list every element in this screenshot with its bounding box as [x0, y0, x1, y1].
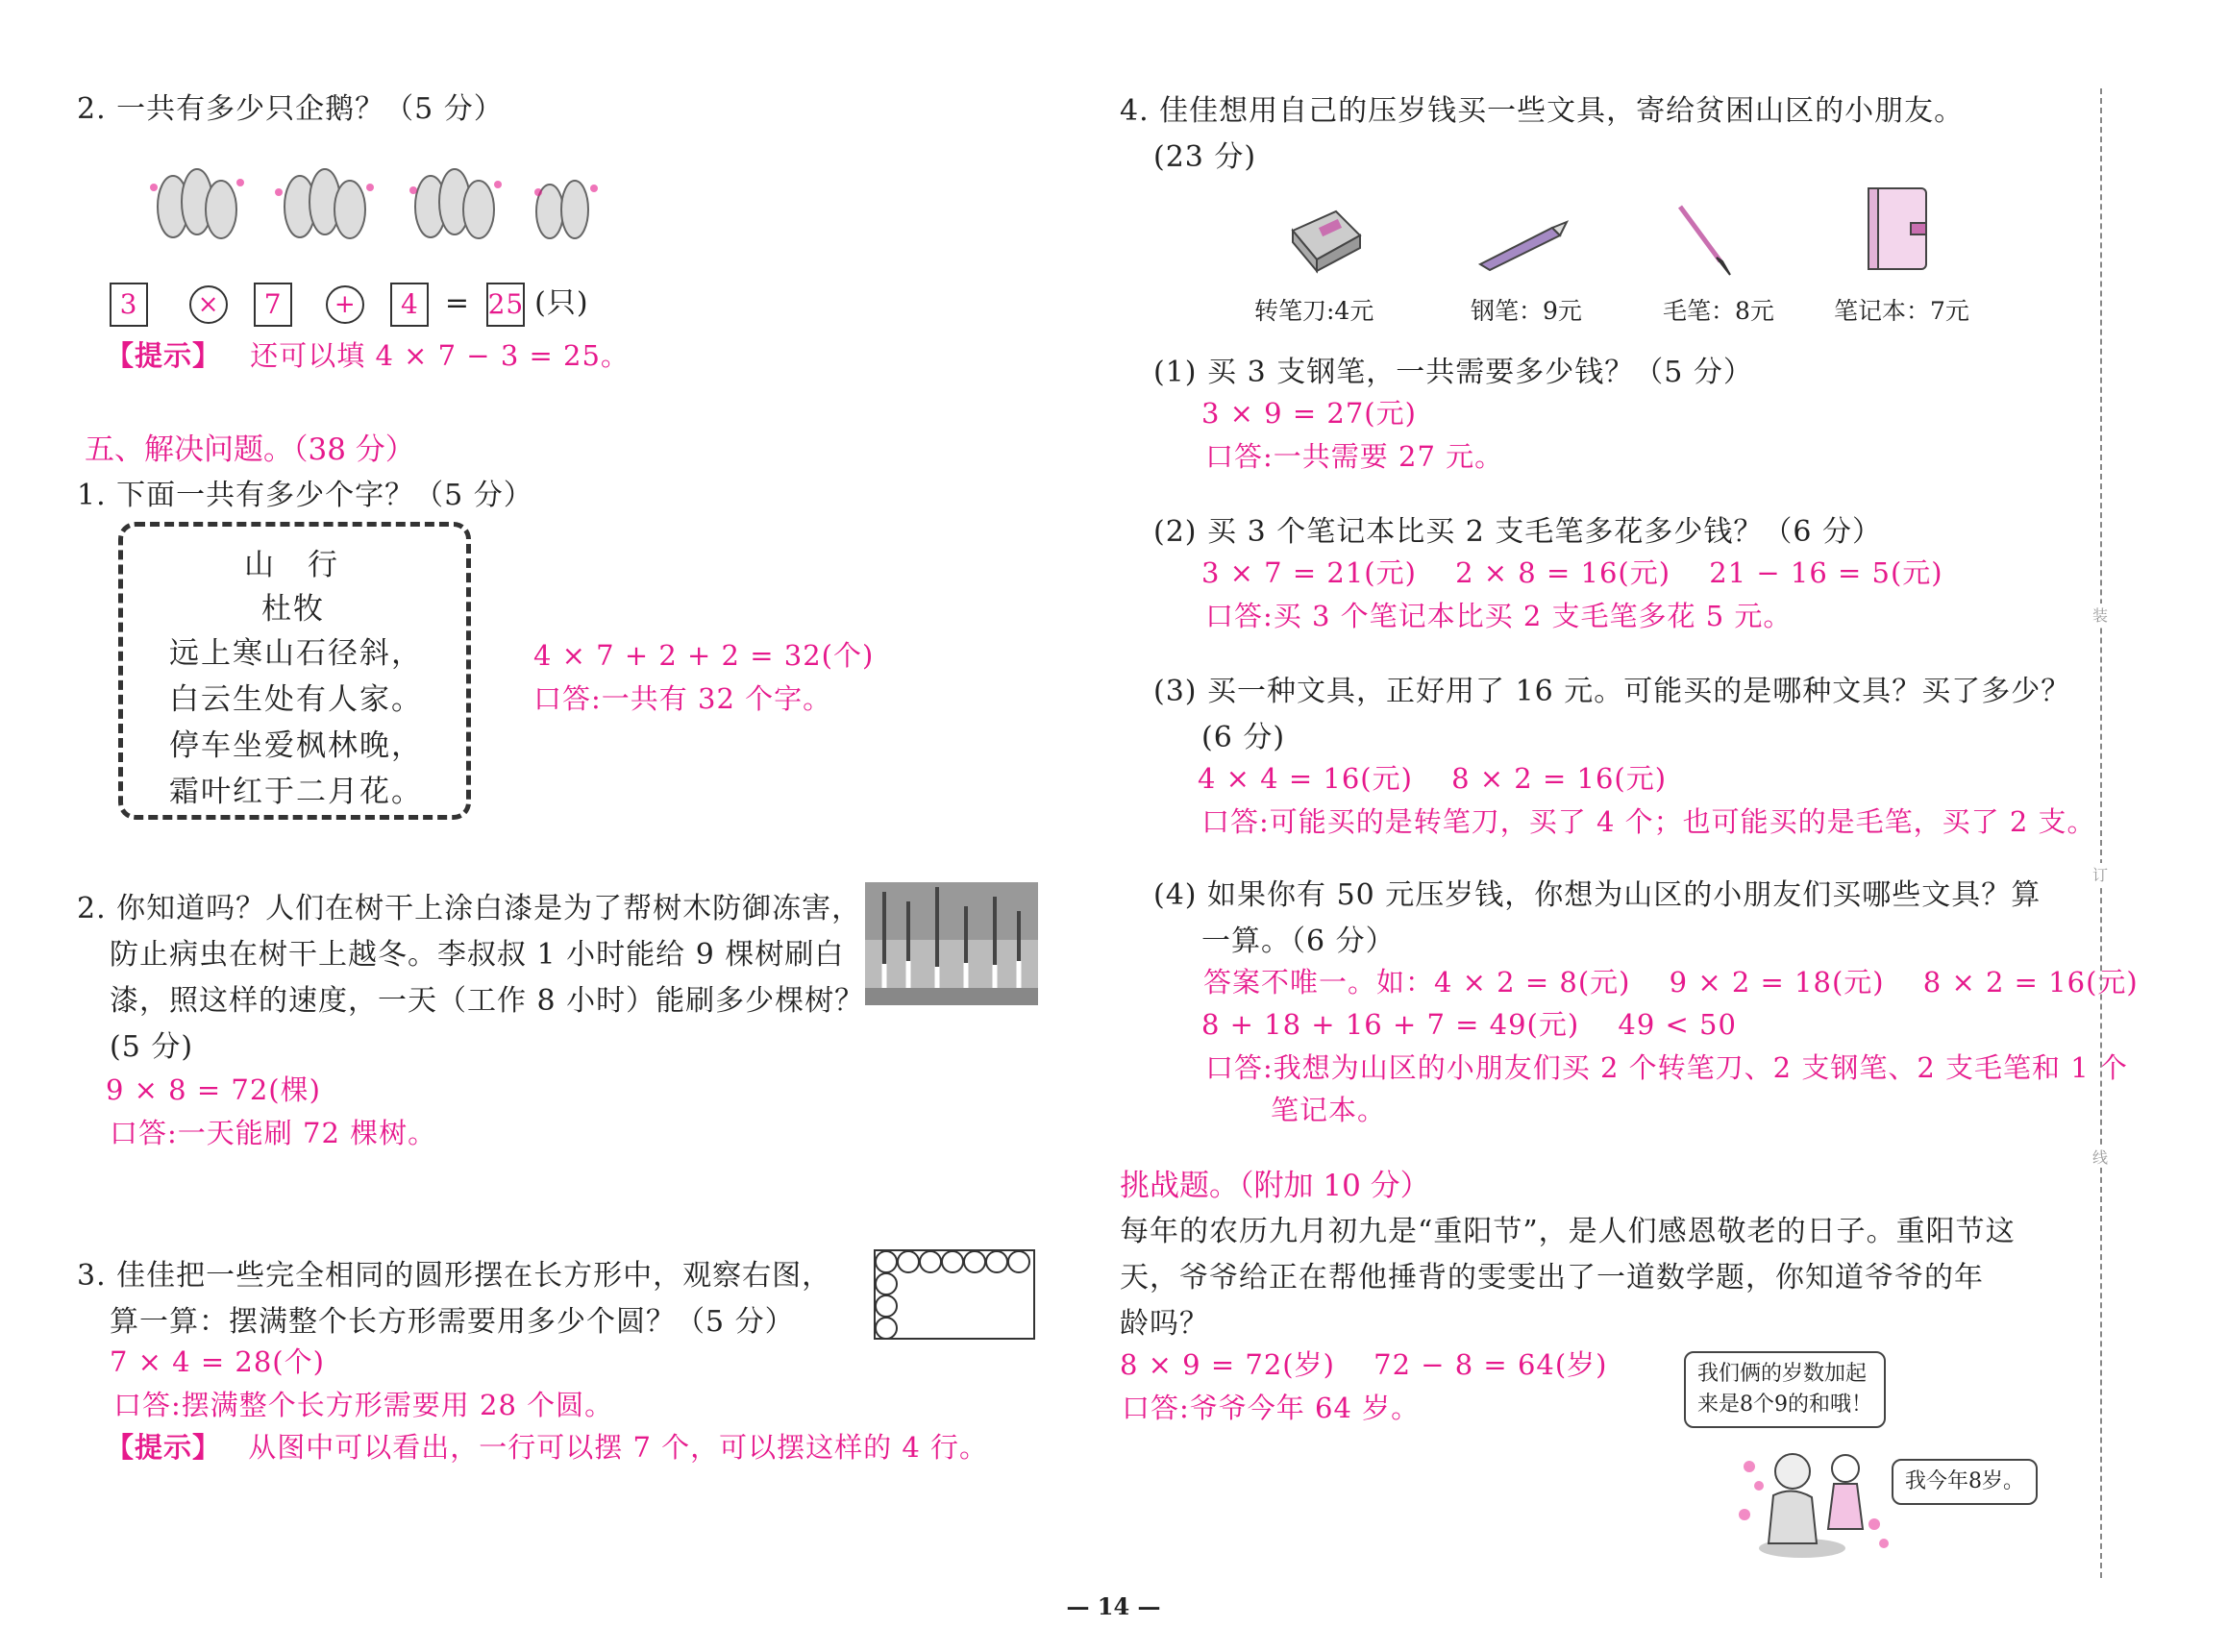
p4-sub4-calc-1: 答案不唯一。如：4 × 2 = 8(元) 9 × 2 = 18(元) 8 × 2 = 16(元) — [1203, 966, 2139, 999]
section-5-title: 五、解决问题。（38 分） — [85, 432, 415, 467]
q2-penguin-question: 2. 一共有多少只企鹅？（5 分） — [77, 92, 504, 126]
p3-answer: 口答:摆满整个长方形需要用 28 个圆。 — [113, 1389, 614, 1421]
item-label-brush: 毛笔：8元 — [1663, 297, 1774, 325]
challenge-answer: 口答:爷爷今年 64 岁。 — [1122, 1392, 1421, 1424]
poem-line-4: 霜叶红于二月花。 — [169, 775, 423, 809]
p1-question: 1. 下面一共有多少个字？（5 分） — [77, 479, 533, 512]
brush-icon — [1672, 202, 1740, 279]
penguin-equation — [110, 279, 589, 327]
challenge-question-line-3: 龄吗？ — [1120, 1307, 1209, 1341]
item-label-notebook: 笔记本：7元 — [1834, 297, 1969, 325]
grandpa-speech-bubble — [1684, 1351, 1886, 1428]
p4-sub3-question-line-1: (3) 买一种文具，正好用了 16 元。可能买的是哪种文具？买了多少？ — [1153, 675, 2071, 708]
margin-char-2: 订 — [2092, 863, 2108, 885]
p1-calc: 4 × 7 + 2 + 2 = 32(个) — [533, 639, 875, 672]
eq-box-b[interactable]: 7 — [254, 283, 292, 327]
hint-text: 还可以填 4 × 7 − 3 = 25。 — [250, 339, 630, 372]
p4-sub1-question: (1) 买 3 支钢笔，一共需要多少钱？（5 分） — [1153, 356, 1753, 389]
poem-line-3: 停车坐爱枫林晚， — [169, 728, 423, 763]
p4-question-line-2: (23 分) — [1153, 140, 1257, 174]
p4-sub1-answer: 口答:一共需要 27 元。 — [1205, 440, 1504, 473]
poem-box — [118, 522, 471, 820]
grandpa-speech-line-2: 来是8个9的和哦！ — [1697, 1393, 1872, 1417]
penguin-hint — [106, 334, 630, 374]
margin-char-1: 装 — [2092, 604, 2108, 626]
p2-question-line-4: (5 分) — [110, 1030, 194, 1064]
poem-line-2: 白云生处有人家。 — [169, 682, 423, 717]
p3-calc: 7 × 4 = 28(个) — [110, 1345, 325, 1378]
poem-author: 杜牧 — [261, 592, 325, 627]
hint-tag: 【提示】 — [106, 339, 222, 372]
p2-question-line-1: 2. 你知道吗？人们在树干上涂白漆是为了帮树木防御冻害， — [77, 892, 862, 925]
item-label-pen: 钢笔：9元 — [1471, 297, 1582, 325]
p4-sub1-calc: 3 × 9 = 27(元) — [1201, 397, 1417, 430]
penguin-groups-illustration — [135, 135, 634, 250]
eq-equals: = — [444, 286, 471, 320]
grandpa-speech-line-1: 我们俩的岁数加起 — [1697, 1362, 1868, 1386]
p2-question-line-3: 漆，照这样的速度，一天（工作 8 小时）能刷多少棵树？ — [110, 984, 865, 1018]
p3-question-line-1: 3. 佳佳把一些完全相同的圆形摆在长方形中，观察右图， — [77, 1259, 832, 1293]
hint-text: 从图中可以看出，一行可以摆 7 个，可以摆这样的 4 行。 — [248, 1431, 989, 1464]
challenge-title: 挑战题。（附加 10 分） — [1120, 1169, 1430, 1203]
p4-sub4-answer-line-2: 笔记本。 — [1271, 1094, 1387, 1126]
p4-sub2-answer: 口答:买 3 个笔记本比买 2 支毛笔多花 5 元。 — [1205, 600, 1793, 632]
pen-icon — [1475, 216, 1571, 274]
grandpa-and-girl-illustration — [1730, 1438, 1893, 1563]
p3-question-line-2: 算一算：摆满整个长方形需要用多少个圆？（5 分） — [110, 1305, 795, 1339]
p4-sub2-question: (2) 买 3 个笔记本比买 2 支毛笔多花多少钱？（6 分） — [1153, 515, 1882, 549]
p4-question-line-1: 4. 佳佳想用自己的压岁钱买一些文具，寄给贫困山区的小朋友。 — [1120, 94, 1965, 128]
challenge-question-line-2: 天，爷爷给正在帮他捶背的雯雯出了一道数学题，你知道爷爷的年 — [1120, 1261, 1984, 1294]
p4-sub3-question-line-2: (6 分) — [1201, 721, 1286, 754]
p2-calc: 9 × 8 = 72(棵) — [106, 1073, 321, 1106]
p4-sub4-question-line-2: 一算。（6 分） — [1201, 925, 1396, 958]
challenge-calc: 8 × 9 = 72(岁) 72 − 8 = 64(岁) — [1120, 1348, 1608, 1381]
p4-sub3-answer: 口答:可能买的是转笔刀，买了 4 个；也可能买的是毛笔，买了 2 支。 — [1201, 805, 2096, 838]
p3-hint — [106, 1426, 988, 1466]
painted-trees-photo — [865, 882, 1038, 1005]
item-label-sharpener: 转笔刀:4元 — [1254, 297, 1374, 325]
girl-speech-bubble: 我今年8岁。 — [1892, 1459, 2038, 1505]
challenge-question-line-1: 每年的农历九月初九是“重阳节”，是人们感恩敬老的日子。重阳节这 — [1120, 1215, 2016, 1248]
p1-answer: 口答:一共有 32 个字。 — [533, 682, 832, 715]
p4-sub2-calc: 3 × 7 = 21(元) 2 × 8 = 16(元) 21 − 16 = 5(元) — [1201, 556, 1943, 589]
eq-box-a[interactable]: 3 — [110, 283, 148, 327]
p4-sub4-question-line-1: (4) 如果你有 50 元压岁钱，你想为山区的小朋友们买哪些文具？算 — [1153, 878, 2041, 912]
binding-line — [2100, 88, 2102, 1578]
margin-char-3: 线 — [2092, 1146, 2108, 1168]
page-number: — 14 — — [1066, 1592, 1161, 1620]
eq-box-result[interactable]: 25 — [486, 283, 525, 327]
p4-sub4-calc-2: 8 + 18 + 16 + 7 = 49(元) 49 < 50 — [1201, 1008, 1737, 1041]
sharpener-icon — [1283, 202, 1370, 274]
notebook-icon — [1865, 185, 1932, 273]
eq-circle-op1[interactable]: × — [189, 285, 228, 324]
poem-title: 山 行 — [244, 548, 339, 582]
poem-line-1: 远上寒山石径斜， — [169, 636, 423, 671]
eq-circle-op2[interactable]: + — [326, 285, 364, 324]
p4-sub4-answer-line-1: 口答:我想为山区的小朋友们买 2 个转笔刀、2 支钢笔、2 支毛笔和 1 个 — [1205, 1051, 2128, 1084]
rectangle-circles-figure — [874, 1249, 1037, 1342]
p4-sub3-calc: 4 × 4 = 16(元) 8 × 2 = 16(元) — [1198, 762, 1668, 795]
eq-unit: (只) — [534, 286, 589, 320]
eq-box-c[interactable]: 4 — [390, 283, 429, 327]
hint-tag: 【提示】 — [106, 1431, 222, 1464]
p2-answer: 口答:一天能刷 72 棵树。 — [110, 1117, 437, 1149]
p2-question-line-2: 防止病虫在树干上越冬。李叔叔 1 小时能给 9 棵树刷白 — [110, 938, 845, 972]
